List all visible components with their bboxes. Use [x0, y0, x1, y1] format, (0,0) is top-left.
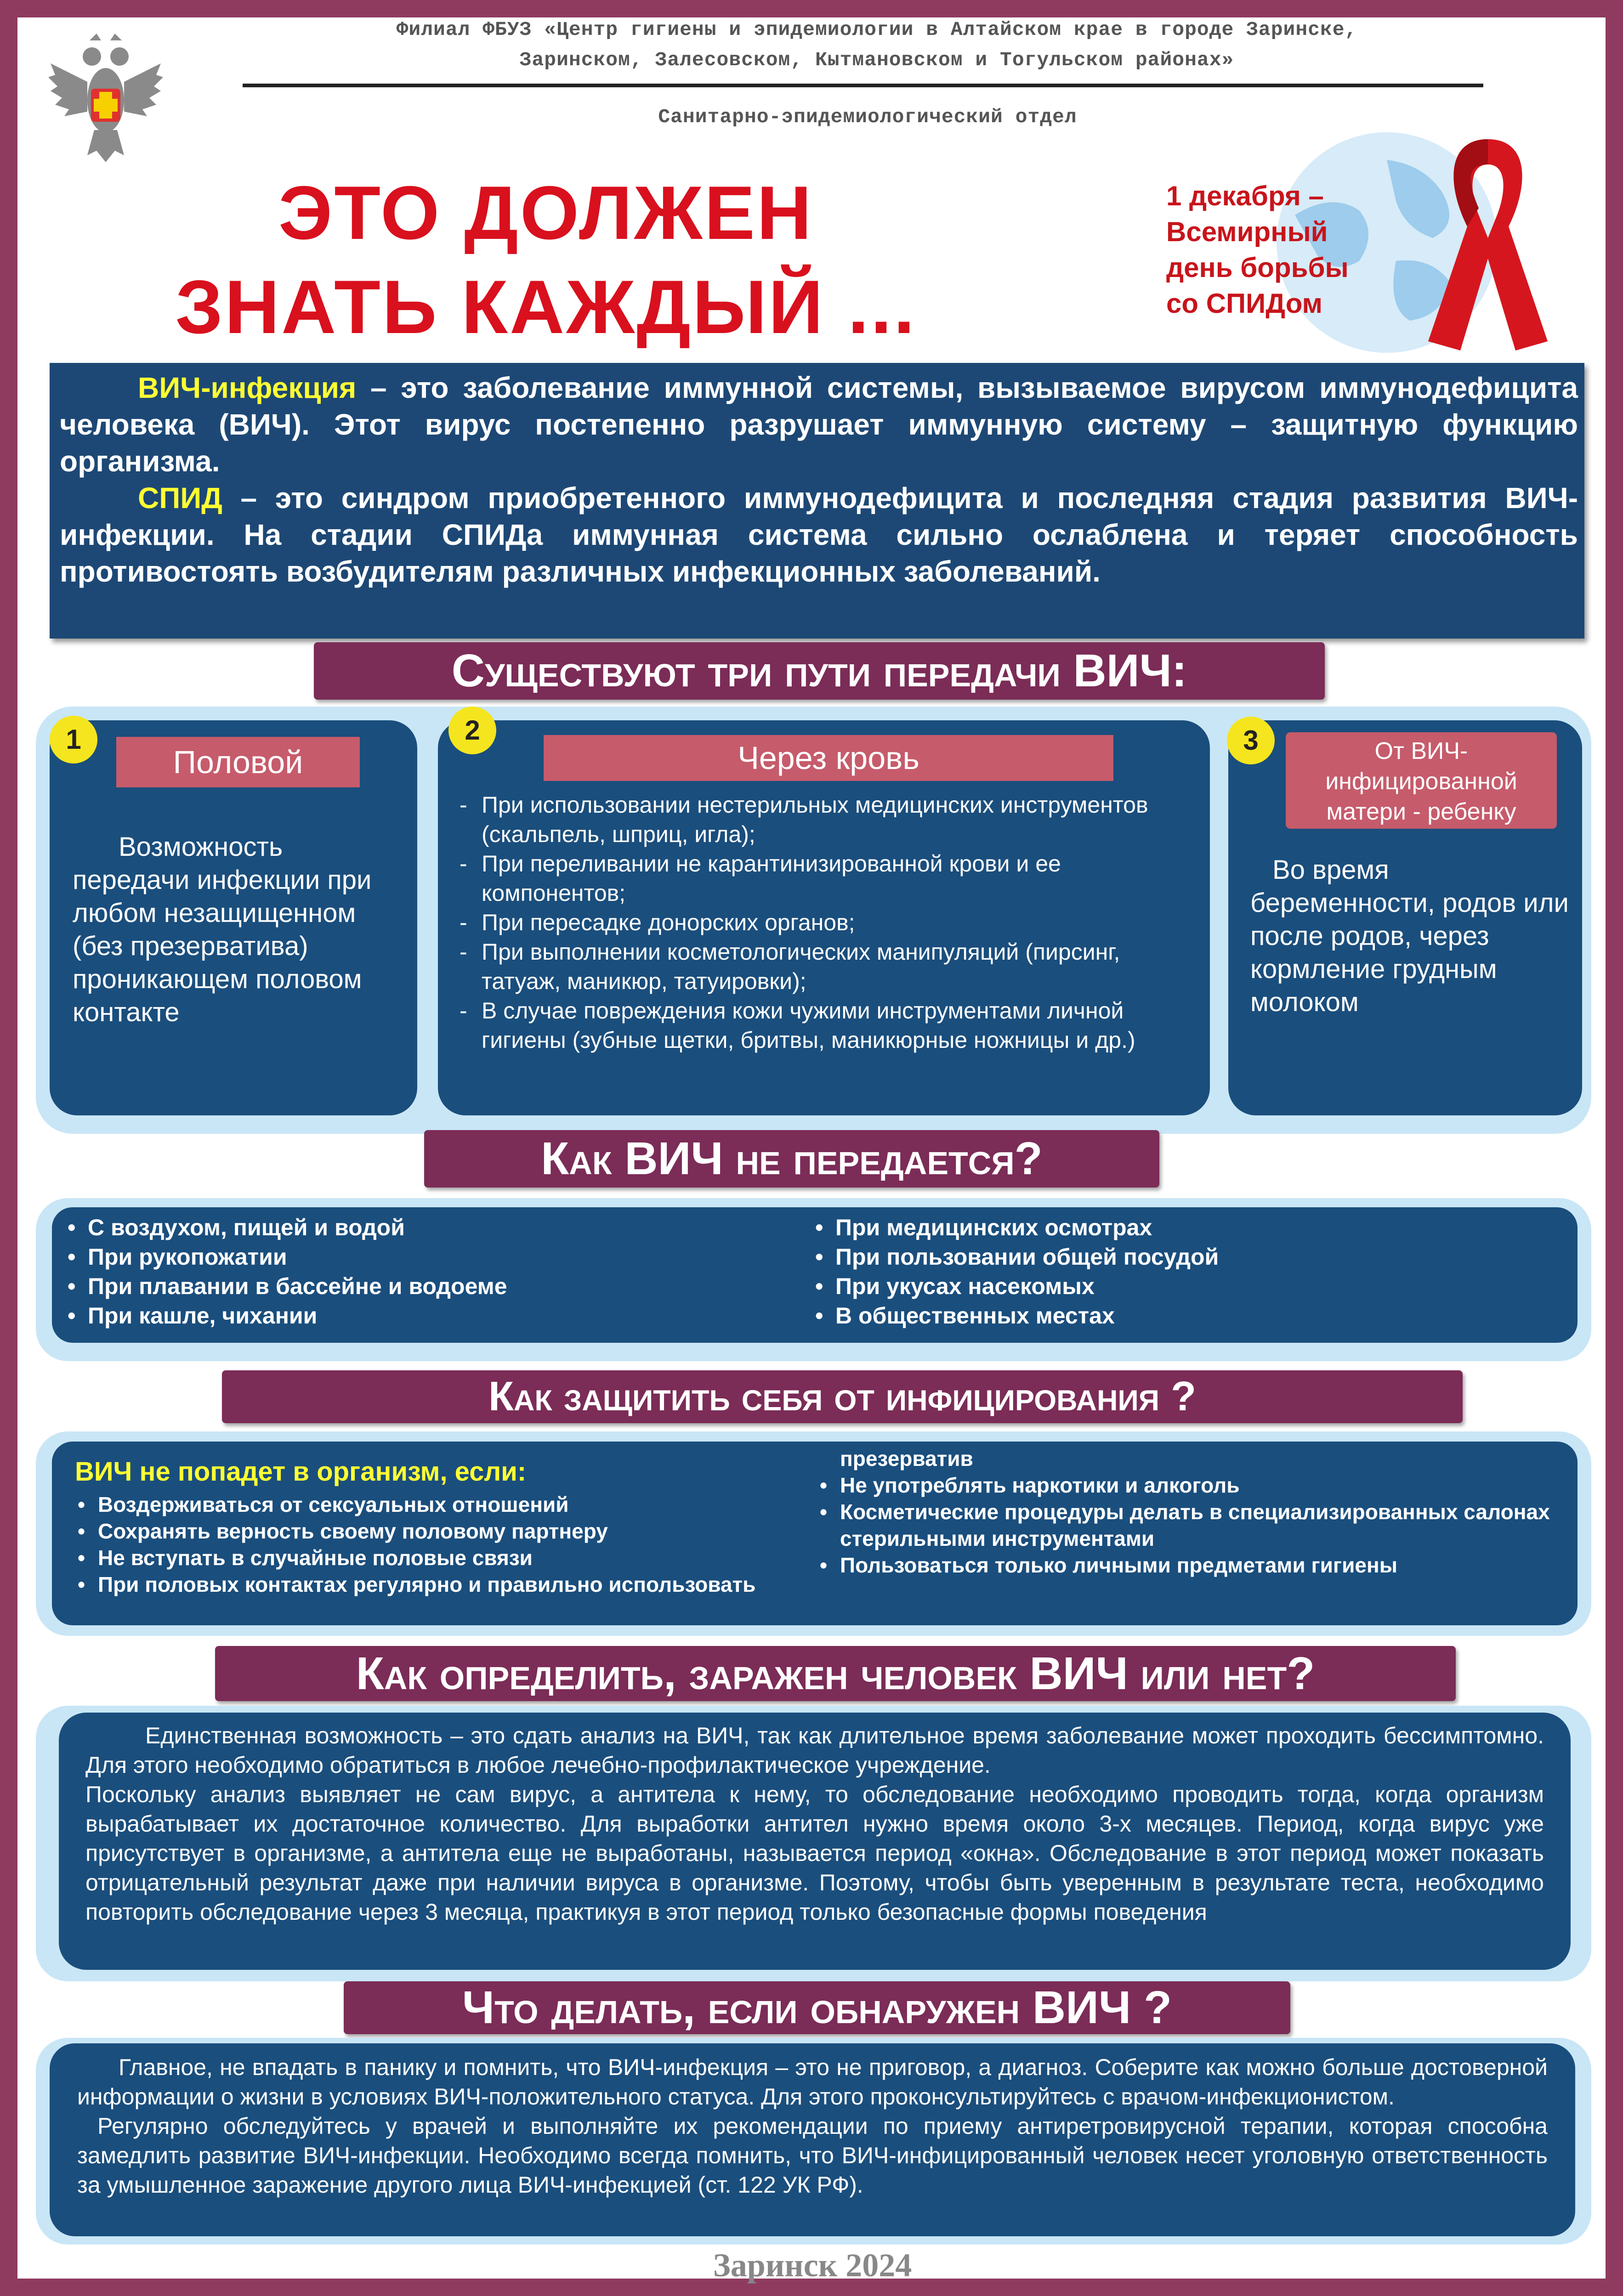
- aids-day-line-2: Всемирный: [1166, 216, 1328, 247]
- hiv-definition: – это заболевание иммунной системы, вызываемое вирусом иммунодефицита человека (ВИЧ). Этот вирус постепенно разрушает иммунную систему – защитную функцию организма.: [60, 371, 1578, 478]
- transmission-ways-banner: Существуют три пути передачи ВИЧ:: [314, 642, 1325, 700]
- intro-hiv-paragraph: [60, 369, 1578, 480]
- red-ribbon-icon: [1419, 121, 1557, 360]
- detect-box: [59, 1713, 1571, 1970]
- protect-list-left: [98, 1491, 842, 1598]
- protect-banner: Как защитить себя от инфицирования ?: [222, 1370, 1463, 1423]
- intro-aids-paragraph: [60, 480, 1578, 590]
- main-title-line-2: ЗНАТЬ КАЖДЫЙ ...: [175, 265, 917, 349]
- not-transmitted-box: [52, 1207, 1578, 1343]
- list-item: • Пользоваться только личными предметами гигиены: [840, 1552, 1557, 1578]
- not-transmitted-banner: Как ВИЧ не передается?: [424, 1130, 1159, 1188]
- way-label-sexual: Половой: [116, 737, 360, 787]
- way-card-blood: [438, 720, 1210, 1115]
- rospotrebnadzor-emblem-icon: [46, 31, 165, 164]
- list-item: - В случае повреждения кожи чужими инструментами личной гигиены (зубные щетки, бритвы, маникюрные ножницы и др.): [482, 996, 1185, 1055]
- list-item: • При кашле, чихании: [88, 1301, 777, 1330]
- action-paragraph-1: Главное, не впадать в панику и помнить, что ВИЧ-инфекция – это не приговор, а диагноз. Соберите как можно больше достоверной информации о жизни в условиях ВИЧ-положительного статуса. Для этого проконсультируйтесь с врачом-инфекционистом.: [77, 2054, 1548, 2109]
- way-label-blood: Через кровь: [544, 735, 1113, 781]
- list-item: • При половых контактах регулярно и правильно использовать: [98, 1571, 842, 1598]
- detect-paragraph-2: Поскольку анализ выявляет не сам вирус, а антитела к нему, то обследование необходимо проводить тогда, когда организм вырабатывает их достаточное количество. Для выработки антител нужно время около 3-х месяцев. Период, когда вирус уже присутствует в организме, а антитела еще не выработаны, называется период «окна». Обследование в этот период может показать отрицательный результат даже при наличии вируса в организме. Поэтому, чтобы быть уверенным в результате теста, необходимо повторить обследование через 3 месяца, практикуя в этот период только безопасные формы поведения: [85, 1781, 1544, 1925]
- action-paragraph-2: Регулярно обследуйтесь у врачей и выполняйте их рекомендации по приему антиретровирусной терапии, которая способна замедлить развитие ВИЧ-инфекции. Необходимо всегда помнить, что ВИЧ-инфицированный человек несет уголовную ответственность за умышленное заражение другого лица ВИЧ-инфекцией (ст. 122 УК РФ).: [77, 2113, 1548, 2198]
- not-transmitted-list-left: [88, 1213, 777, 1330]
- list-item: • При плавании в бассейне и водоеме: [88, 1272, 777, 1301]
- action-box: [50, 2043, 1575, 2236]
- list-item: • Не употреблять наркотики и алкоголь: [840, 1472, 1557, 1499]
- poster: [17, 17, 1606, 2284]
- intro-block: [50, 363, 1584, 639]
- list-item: • При рукопожатии: [88, 1242, 777, 1272]
- aids-day-line-1: 1 декабря –: [1166, 181, 1324, 211]
- detect-paragraph-1: Единственная возможность – это сдать анализ на ВИЧ, так как длительное время заболевание может проходить бессимптомно. Для этого необходимо обратиться в любое лечебно-профилактическое учреждение.: [85, 1723, 1544, 1778]
- main-title-line-1: ЭТО ДОЛЖЕН: [278, 170, 814, 255]
- footer-city-year: Заринск 2024: [713, 2247, 912, 2284]
- org-name-line-2: Заринском, Залесовском, Кытмановском и Тогульском районах»: [519, 49, 1234, 71]
- list-item: • Не вступать в случайные половые связи: [98, 1544, 842, 1571]
- protect-list-right: [840, 1472, 1557, 1578]
- protect-box: [52, 1442, 1578, 1625]
- list-item: - При переливании не карантинизированной крови и ее компонентов;: [482, 849, 1185, 908]
- list-item: • При укусах насекомых: [835, 1272, 1525, 1301]
- way-number-1: 1: [50, 716, 97, 763]
- way-label-mother-child: От ВИЧ-инфицированной матери - ребенку: [1286, 732, 1557, 829]
- list-item: • В общественных местах: [835, 1301, 1525, 1330]
- protect-right-continuation: презерватив: [840, 1447, 973, 1470]
- list-item: • Сохранять верность своему половому партнеру: [98, 1518, 842, 1544]
- list-item: • Косметические процедуры делать в специализированных салонах стерильными инструментами: [840, 1499, 1557, 1552]
- aids-day-line-4: со СПИДом: [1166, 288, 1322, 319]
- way-number-3: 3: [1227, 717, 1275, 764]
- list-item: - При пересадке донорских органов;: [482, 908, 1185, 937]
- way-card-sexual: [50, 720, 417, 1115]
- header-divider: [243, 84, 1483, 87]
- way-number-2: 2: [448, 707, 496, 754]
- aids-definition: – это синдром приобретенного иммунодефицита и последняя стадия развития ВИЧ-инфекции. На стадии СПИДа иммунная система сильно ослаблена и теряет способность противостоять возбудителям различных инфекционных заболеваний.: [60, 481, 1578, 588]
- way-text-sexual: Возможность передачи инфекции при любом незащищенном (без презерватива) проникающем половом контакте: [73, 832, 372, 1027]
- protect-lead: ВИЧ не попадет в организм, если:: [75, 1457, 527, 1487]
- list-item: - При выполнении косметологических манипуляций (пирсинг, татуаж, маникюр, татуировки);: [482, 937, 1185, 996]
- way-card-mother-child: [1228, 720, 1582, 1115]
- list-item: • Воздерживаться от сексуальных отношений: [98, 1491, 842, 1518]
- list-item: - При использовании нестерильных медицинских инструментов (скальпель, шприц, игла);: [482, 790, 1185, 849]
- list-item: • При пользовании общей посудой: [835, 1242, 1525, 1272]
- action-banner: Что делать, если обнаружен ВИЧ ?: [344, 1981, 1290, 2034]
- not-transmitted-list-right: [835, 1213, 1525, 1330]
- list-item: • При медицинских осмотрах: [835, 1213, 1525, 1242]
- hiv-term: ВИЧ-инфекция: [138, 371, 357, 404]
- aids-term: СПИД: [138, 481, 222, 515]
- org-name-line-1: Филиал ФБУЗ «Центр гигиены и эпидемиологии в Алтайском крае в городе Заринске,: [396, 18, 1357, 41]
- way-list-blood: [482, 790, 1185, 1055]
- way-text-mother-child: Во время беременности, родов или после родов, через кормление грудным молоком: [1250, 855, 1569, 1017]
- department-name: Санитарно-эпидемиологический отдел: [658, 106, 1077, 128]
- detect-banner: Как определить, заражен человек ВИЧ или нет?: [215, 1646, 1456, 1701]
- aids-day-line-3: день борьбы: [1166, 252, 1349, 283]
- aids-day-caption: [1166, 178, 1396, 322]
- list-item: • С воздухом, пищей и водой: [88, 1213, 777, 1242]
